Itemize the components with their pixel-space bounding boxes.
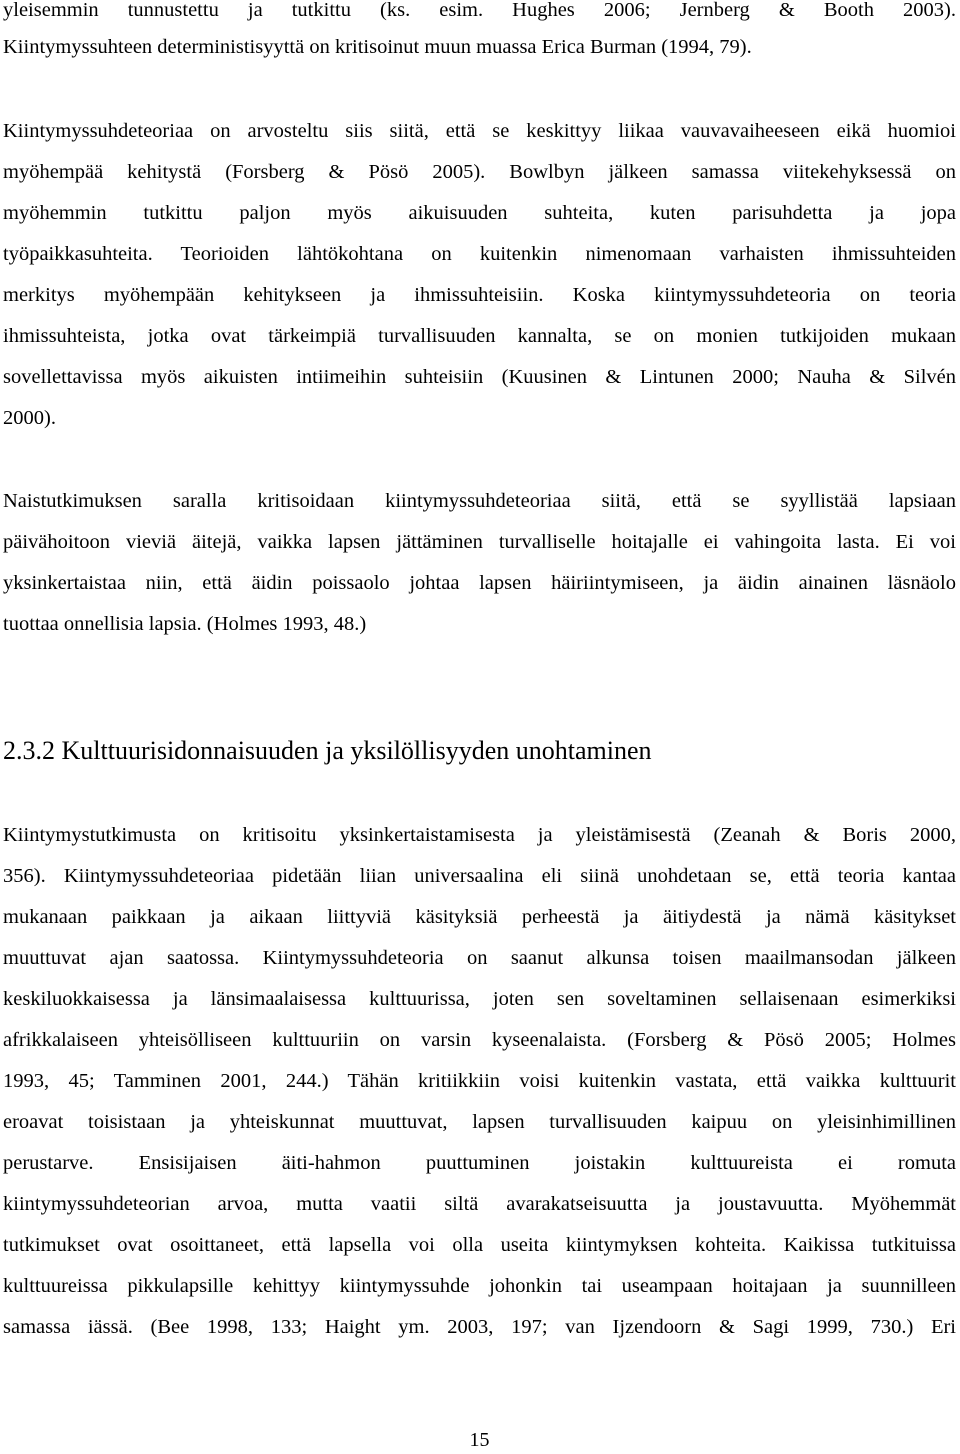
text-line: Kiintymystutkimusta on kritisoitu yksinkertaistamisesta ja yleistämisestä (Zeanah & Boris 2000, xyxy=(3,824,956,846)
text-line: merkitys myöhempään kehitykseen ja ihmissuhteisiin. Koska kiintymyssuhdeteoria on teoria xyxy=(3,284,956,306)
text-line: myöhemmin tutkittu paljon myös aikuisuuden suhteita, kuten parisuhdetta ja jopa xyxy=(3,202,956,224)
text-line: työpaikkasuhteita. Teorioiden lähtökohtana on kuitenkin nimenomaan varhaisten ihmissuhteiden xyxy=(3,243,956,265)
text-line: Naistutkimuksen saralla kritisoidaan kiintymyssuhdeteoriaa siitä, että se syyllistää lapsiaan xyxy=(3,490,956,512)
text-line: mukanaan paikkaan ja aikaan liittyviä käsityksiä perheestä ja äitiydestä ja nämä käsitykset xyxy=(3,906,956,928)
text-line: yksinkertaistaa niin, että äidin poissaolo johtaa lapsen häiriintymiseen, ja äidin ainainen läsnäolo xyxy=(3,572,956,594)
text-line: 2000). xyxy=(3,407,56,429)
text-line: yleisemmin tunnustettu ja tutkittu (ks. esim. Hughes 2006; Jernberg & Booth 2003). xyxy=(3,0,956,21)
text-line: perustarve. Ensisijaisen äiti-hahmon puuttuminen joistakin kulttuureista ei romuta xyxy=(3,1152,956,1174)
text-line: kulttuureissa pikkulapsille kehittyy kiintymyssuhde johonkin tai useampaan hoitajaan ja suunnilleen xyxy=(3,1275,956,1297)
text-line: Kiintymyssuhdeteoriaa on arvosteltu siis siitä, että se keskittyy liikaa vauvavaiheeseen eikä huomioi xyxy=(3,120,956,142)
section-heading: 2.3.2 Kulttuurisidonnaisuuden ja yksilöllisyyden unohtaminen xyxy=(3,736,652,765)
text-line: eroavat toisistaan ja yhteiskunnat muuttuvat, lapsen turvallisuuden kaipuu on yleisinhimillinen xyxy=(3,1111,956,1133)
text-line: keskiluokkaisessa ja länsimaalaisessa kulttuurissa, joten sen soveltaminen sellaisenaan esimerkiksi xyxy=(3,988,956,1010)
text-line: ihmissuhteista, jotka ovat tärkeimpiä turvallisuuden kannalta, se on monien tutkijoiden mukaan xyxy=(3,325,956,347)
text-line: sovellettavissa myös aikuisten intiimeihin suhteisiin (Kuusinen & Lintunen 2000; Nauha & Silvén xyxy=(3,366,956,388)
text-line: päivähoitoon vieviä äitejä, vaikka lapsen jättäminen turvalliselle hoitajalle ei vahingoita lasta. Ei voi xyxy=(3,531,956,553)
text-line: 356). Kiintymyssuhdeteoriaa pidetään liian universaalina eli siinä unohdetaan se, että teoria kantaa xyxy=(3,865,956,887)
text-line: tuottaa onnellisia lapsia. (Holmes 1993, 48.) xyxy=(3,613,367,635)
text-line: muuttuvat ajan saatossa. Kiintymyssuhdeteoria on saanut alkunsa toisen maailmansodan jälkeen xyxy=(3,947,956,969)
text-line: Kiintymyssuhteen deterministisyyttä on kritisoinut muun muassa Erica Burman (1994, 79). xyxy=(3,36,752,58)
text-line: myöhempää kehitystä (Forsberg & Pösö 2005). Bowlbyn jälkeen samassa viitekehyksessä on xyxy=(3,161,956,183)
text-line: tutkimukset ovat osoittaneet, että lapsella voi olla useita kiintymyksen kohteita. Kaikissa tutkituissa xyxy=(3,1234,956,1256)
page-number: 15 xyxy=(469,1429,490,1451)
text-line: samassa iässä. (Bee 1998, 133; Haight ym. 2003, 197; van Ijzendoorn & Sagi 1999, 730.) Eri xyxy=(3,1316,956,1338)
text-line: 1993, 45; Tamminen 2001, 244.) Tähän kritiikkiin voisi kuitenkin vastata, että vaikka kulttuurit xyxy=(3,1070,956,1092)
text-line: kiintymyssuhdeteorian arvoa, mutta vaatii siltä avarakatseisuutta ja joustavuutta. Myöhemmät xyxy=(3,1193,956,1215)
text-line: afrikkalaiseen yhteisölliseen kulttuuriin on varsin kyseenalaista. (Forsberg & Pösö 2005; Holmes xyxy=(3,1029,956,1051)
